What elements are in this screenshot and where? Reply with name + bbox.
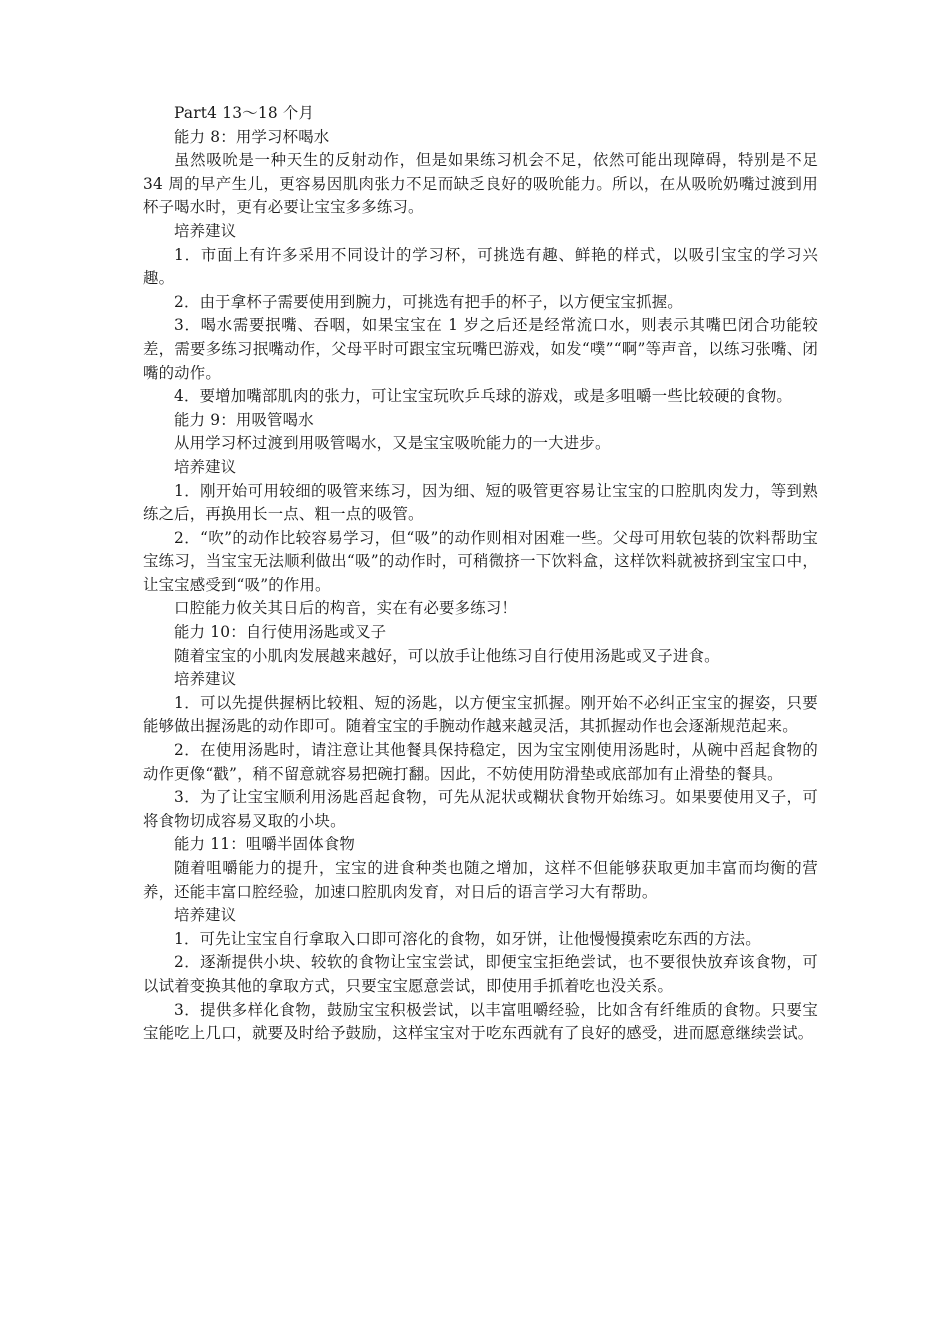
advice-label: 培养建议 <box>174 906 237 925</box>
advice-label: 培养建议 <box>174 457 237 476</box>
advice-item: 2．逐渐提供小块、较软的食物让宝宝尝试，即便宝宝拒绝尝试，也不要很快放弃该食物，可以试着变换其他的拿取方式，只要宝宝愿意尝试，即使用手抓着吃也没关系。 <box>143 953 818 995</box>
advice-label: 培养建议 <box>174 221 237 240</box>
section-intro: 从用学习杯过渡到用吸管喝水，又是宝宝吸吮能力的一大进步。 <box>174 434 611 453</box>
section-intro: 虽然吸吮是一种天生的反射动作，但是如果练习机会不足，依然可能出现障碍，特别是不足 34 周的早产生儿，更容易因肌肉张力不足而缺乏良好的吸吮能力。所以，在从吸吮奶嘴过渡到用杯子喝水时，更有必要让宝宝多多练习。 <box>143 151 818 217</box>
advice-item: 2．在使用汤匙时，请注意让其他餐具保持稳定，因为宝宝刚使用汤匙时，从碗中舀起食物的动作更像“戳”，稍不留意就容易把碗打翻。因此，不妨使用防滑垫或底部加有止滑垫的餐具。 <box>143 741 818 783</box>
part-title: Part4 13～18 个月 <box>174 104 315 122</box>
advice-item: 3．为了让宝宝顺利用汤匙舀起食物，可先从泥状或糊状食物开始练习。如果要使用叉子，可将食物切成容易叉取的小块。 <box>143 788 818 830</box>
advice-item: 1．可先让宝宝自行拿取入口即可溶化的食物，如牙饼，让他慢慢摸索吃东西的方法。 <box>174 929 761 948</box>
section-closing: 口腔能力攸关其日后的构音，实在有必要多练习！ <box>174 599 517 618</box>
advice-item: 2．“吹”的动作比较容易学习，但“吸”的动作则相对困难一些。父母可用软包装的饮料帮助宝宝练习，当宝宝无法顺利做出“吸”的动作时，可稍微挤一下饮料盒，这样饮料就被挤到宝宝口中，让宝宝感受到“吸”的作用。 <box>143 528 818 594</box>
section-heading: 能力 11：咀嚼半固体食物 <box>174 835 355 854</box>
advice-label: 培养建议 <box>174 670 237 689</box>
section-intro: 随着宝宝的小肌肉发展越来越好，可以放手让他练习自行使用汤匙或叉子进食。 <box>174 646 720 665</box>
section-heading: 能力 10：自行使用汤匙或叉子 <box>174 623 387 642</box>
section-intro: 随着咀嚼能力的提升，宝宝的进食种类也随之增加，这样不但能够获取更加丰富而均衡的营养，还能丰富口腔经验，加速口腔肌肉发育，对日后的语言学习大有帮助。 <box>143 859 818 901</box>
advice-item: 1．可以先提供握柄比较粗、短的汤匙，以方便宝宝抓握。刚开始不必纠正宝宝的握姿，只要能够做出握汤匙的动作即可。随着宝宝的手腕动作越来越灵活，其抓握动作也会逐渐规范起来。 <box>143 693 818 736</box>
advice-item: 2．由于拿杯子需要使用到腕力，可挑选有把手的杯子，以方便宝宝抓握。 <box>174 292 683 311</box>
section-heading: 能力 9：用吸管喝水 <box>174 410 314 429</box>
advice-item: 3．提供多样化食物，鼓励宝宝积极尝试，以丰富咀嚼经验，比如含有纤维质的食物。只要宝宝能吃上几口，就要及时给予鼓励，这样宝宝对于吃东西就有了良好的感受，进而愿意继续尝试。 <box>143 1000 818 1043</box>
advice-item: 4．要增加嘴部肌肉的张力，可让宝宝玩吹乒乓球的游戏，或是多咀嚼一些比较硬的食物。 <box>174 387 793 406</box>
advice-item: 1．刚开始可用较细的吸管来练习，因为细、短的吸管更容易让宝宝的口腔肌肉发力，等到熟练之后，再换用长一点、粗一点的吸管。 <box>143 481 818 524</box>
document-body <box>143 102 818 1046</box>
section-heading: 能力 8：用学习杯喝水 <box>174 127 330 146</box>
advice-item: 1．市面上有许多采用不同设计的学习杯，可挑选有趣、鲜艳的样式，以吸引宝宝的学习兴趣。 <box>143 245 818 288</box>
advice-item: 3．喝水需要抿嘴、吞咽，如果宝宝在 1 岁之后还是经常流口水，则表示其嘴巴闭合功能较差，需要多练习抿嘴动作，父母平时可跟宝宝玩嘴巴游戏，如发“噗”“啊”等声音，以练习张嘴、闭嘴的动作。 <box>143 316 818 382</box>
